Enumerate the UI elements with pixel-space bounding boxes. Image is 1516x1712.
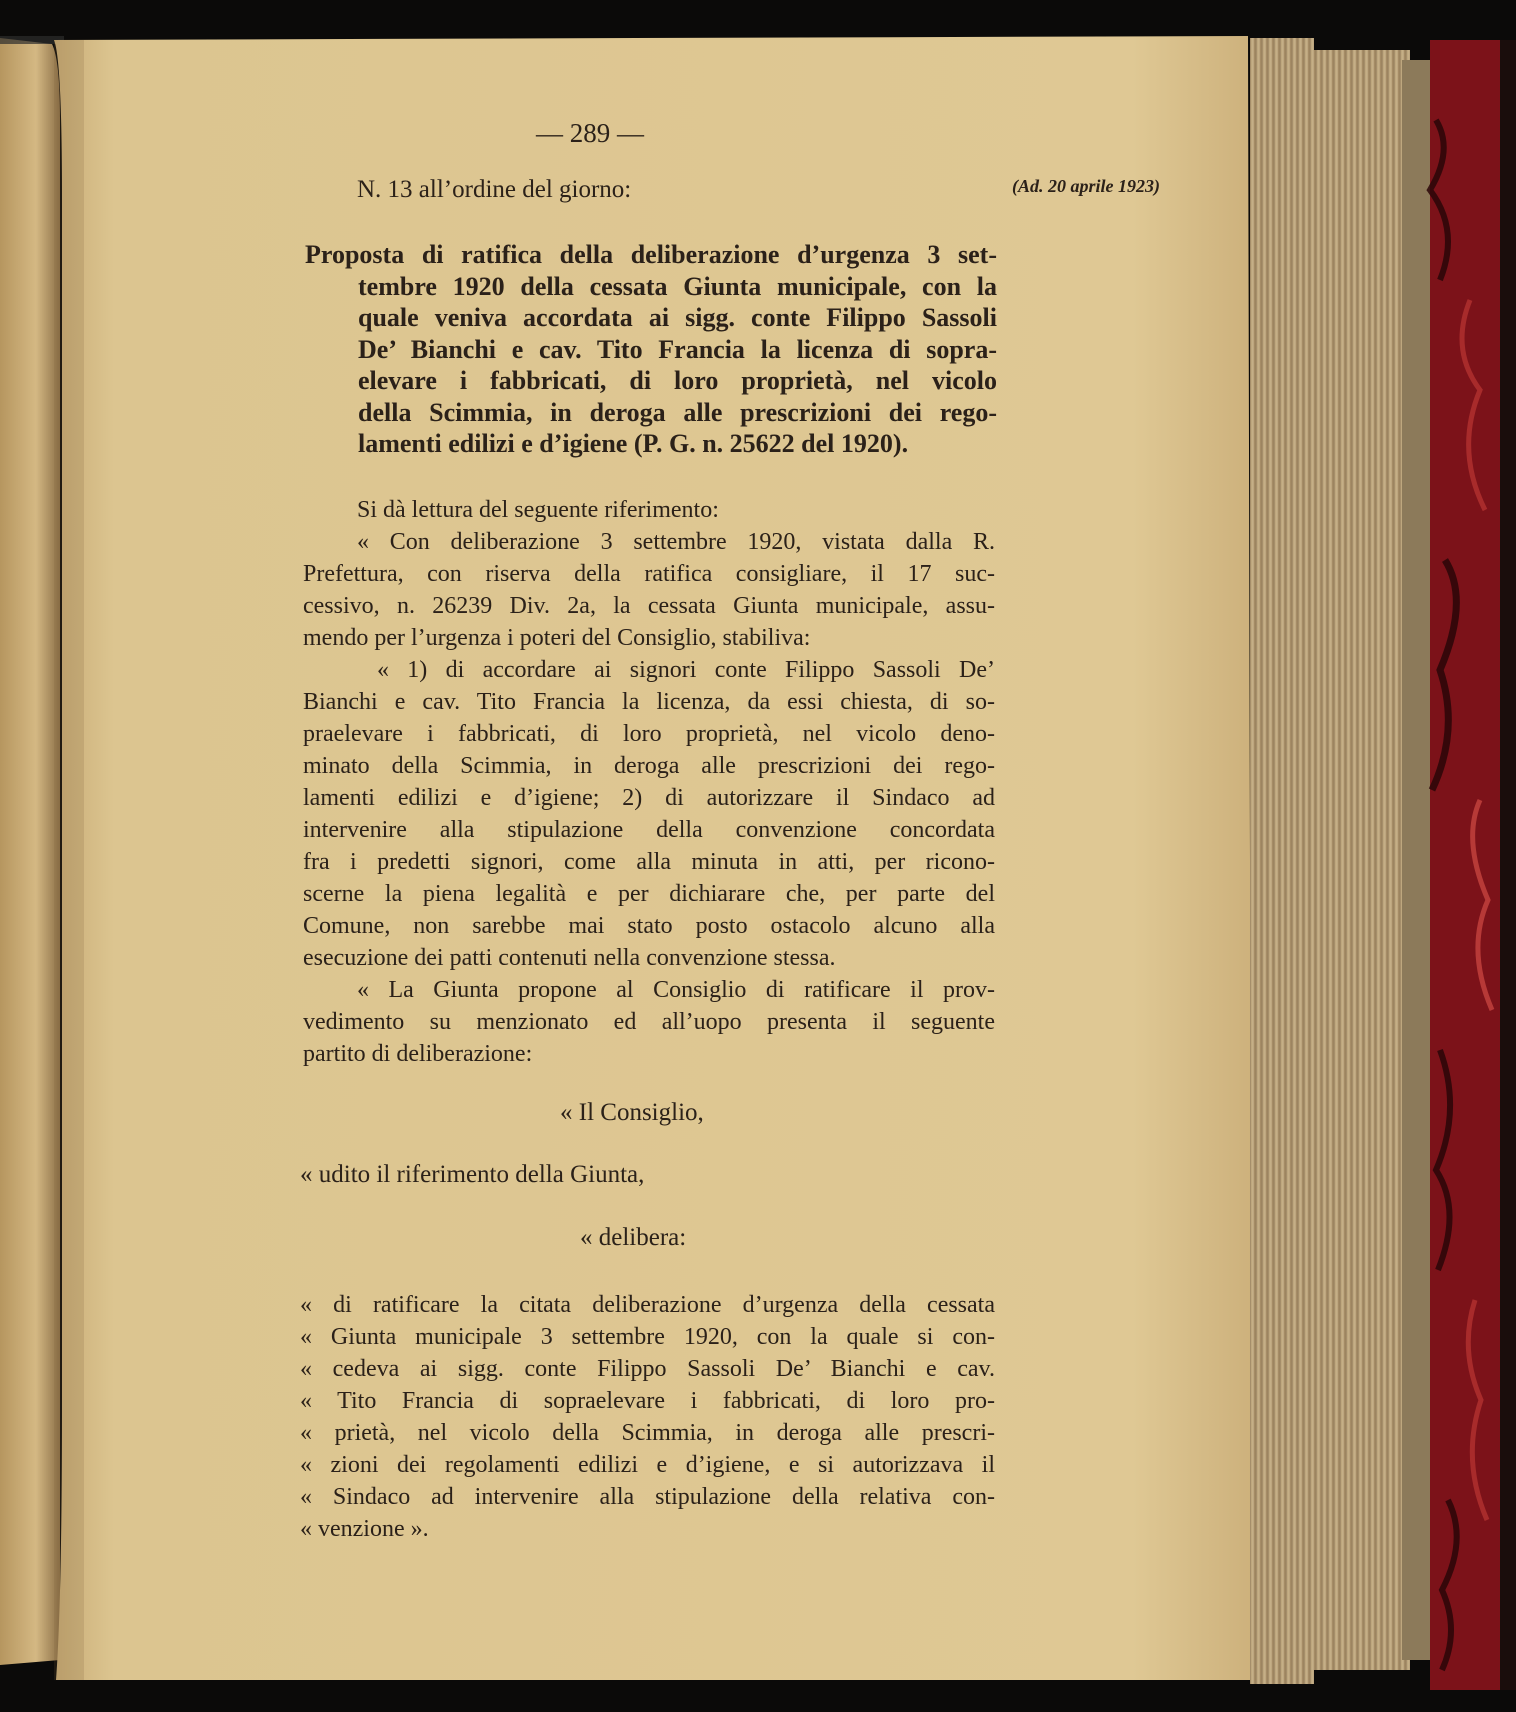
body-line: cessivo, n. 26239 Div. 2a, la cessata Giunta municipale, assu- (303, 593, 995, 619)
title-line: lamenti edilizi e d’igiene (P. G. n. 25622 del 1920). (358, 429, 909, 458)
page-fore-edge (1250, 38, 1314, 1684)
title-line: tembre 1920 della cessata Giunta municipale, con la (358, 271, 997, 301)
body-line: « Con deliberazione 3 settembre 1920, vistata dalla R. (357, 529, 995, 555)
body-line: Bianchi e cav. Tito Francia la licenza, da essi chiesta, di so- (303, 689, 995, 715)
body-line: partito di deliberazione: (303, 1041, 533, 1067)
body-line: « 1) di accordare ai signori conte Filippo Sassoli De’ (377, 657, 995, 683)
body-line: « La Giunta propone al Consiglio di ratificare il prov- (357, 977, 995, 1003)
body-line: mendo per l’urgenza i poteri del Consiglio, stabiliva: (303, 625, 811, 651)
paragraph-provisions (303, 654, 995, 974)
title-line: elevare i fabbricati, di loro proprietà, nel vicolo (358, 366, 997, 395)
body-line: « Sindaco ad intervenire alla stipulazione della relativa con- (300, 1484, 995, 1510)
body-line: fra i predetti signori, come alla minuta in atti, per ricono- (303, 849, 995, 875)
body-line: « Giunta municipale 3 settembre 1920, con la quale si con- (300, 1324, 995, 1350)
body-line: esecuzione dei patti contenuti nella convenzione stessa. (303, 945, 836, 971)
body-line: minato della Scimmia, in deroga alle prescrizioni dei rego- (303, 753, 995, 779)
body-line: Prefettura, con riserva della ratifica consigliare, il 17 suc- (303, 561, 995, 587)
marbled-cover (1430, 40, 1500, 1690)
session-date-note: (Ad. 20 aprile 1923) (1012, 176, 1160, 196)
title-line: quale veniva accordata ai sigg. conte Filippo Sassoli (358, 303, 997, 332)
page-fore-edge-inner (1314, 50, 1410, 1670)
page-number: — 289 — (536, 118, 644, 148)
title-line: De’ Bianchi e cav. Tito Francia la licenza di sopra- (358, 334, 997, 364)
paragraph-deliberation (303, 526, 995, 654)
body-line: Si dà lettura del seguente riferimento: (357, 497, 719, 523)
body-line: « zioni dei regolamenti edilizi e d’igiene, e si autorizzava il (300, 1452, 995, 1478)
body-line: intervenire alla stipulazione della convenzione concordata (303, 817, 995, 843)
proposal-title (305, 239, 997, 460)
body-line: lamenti edilizi e d’igiene; 2) di autorizzare il Sindaco ad (303, 785, 995, 811)
body-line: « di ratificare la citata deliberazione d’urgenza della cessata (300, 1292, 995, 1318)
paragraph-proposal (303, 974, 995, 1070)
left-page-edge (0, 38, 60, 1665)
body-line: « prietà, nel vicolo della Scimmia, in deroga alle prescri- (300, 1420, 995, 1446)
body-line: praelevare i fabbricati, di loro proprietà, nel vicolo deno- (303, 721, 995, 747)
body-line: scerne la piena legalità e per dichiarare che, per parte del (303, 881, 995, 907)
body-line: Comune, non sarebbe mai stato posto ostacolo alcuno alla (303, 913, 995, 939)
title-line: Proposta di ratifica della deliberazione d’urgenza 3 set- (305, 240, 997, 269)
reading-intro (303, 494, 995, 526)
resolution-delibera: « delibera: (580, 1224, 687, 1251)
order-item-heading: N. 13 all’ordine del giorno: (357, 176, 632, 203)
body-line: « Tito Francia di sopraelevare i fabbricati, di loro pro- (300, 1388, 995, 1414)
body-line: « venzione ». (300, 1516, 429, 1542)
title-line: della Scimmia, in deroga alle prescrizioni dei rego- (358, 397, 997, 427)
resolution-heading: « Il Consiglio, (560, 1099, 704, 1126)
body-line: « cedeva ai sigg. conte Filippo Sassoli De’ Bianchi e cav. (300, 1356, 995, 1382)
resolution-preamble: « udito il riferimento della Giunta, (300, 1161, 645, 1188)
resolution-text (300, 1289, 995, 1545)
body-line: vedimento su menzionato ed all’uopo presenta il seguente (303, 1009, 995, 1035)
